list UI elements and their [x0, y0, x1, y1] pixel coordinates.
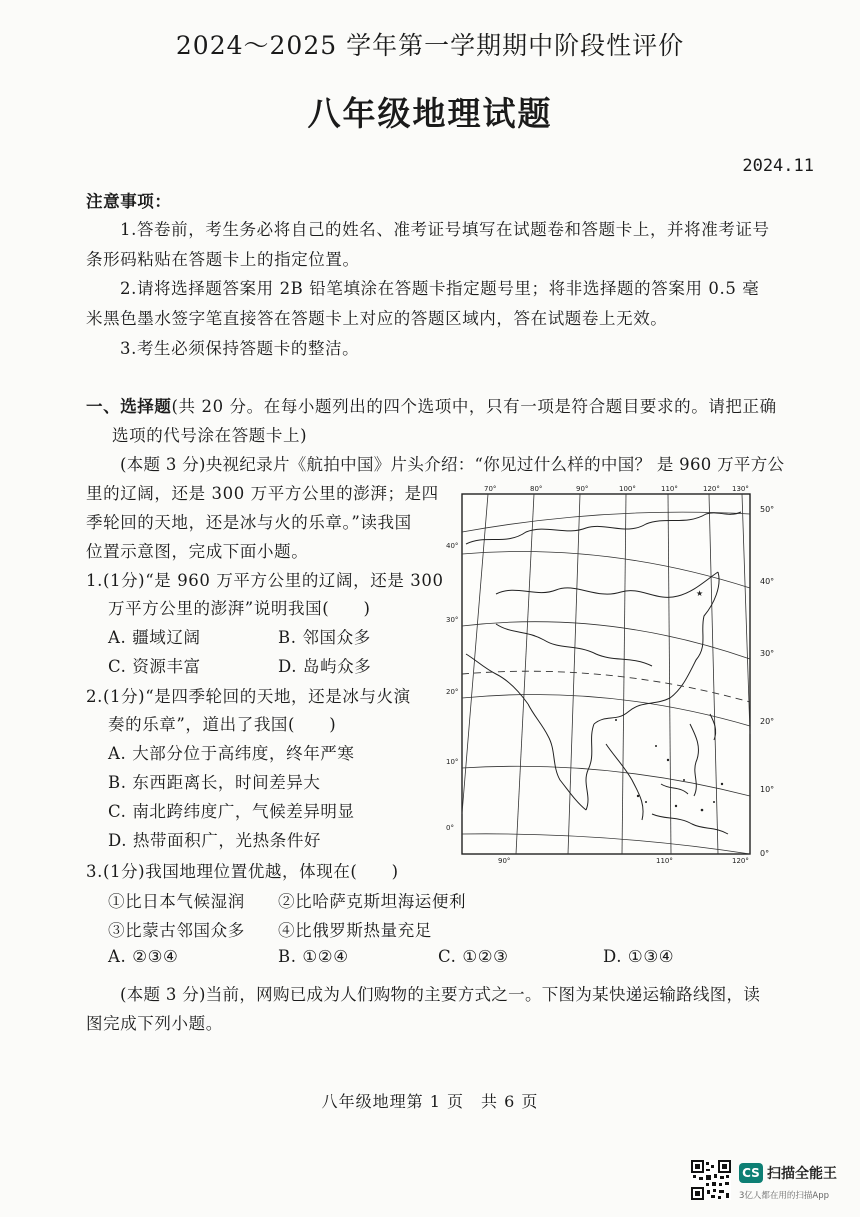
statement-3: ③比蒙古邻国众多 — [108, 921, 245, 940]
option-a: A. 大部分位于高纬度，终年严寒 — [108, 744, 355, 763]
lon-label-bottom: 110° — [656, 857, 673, 865]
question-stem: 2.(1分)“是四季轮回的天地，还是冰与火演 — [86, 687, 411, 706]
option-b: B. 邻国众多 — [278, 628, 371, 647]
section-heading-text: (共 20 分。在每小题列出的四个选项中，只有一项是符合题目要求的。请把正确 — [171, 397, 777, 416]
question-stem: 1.(1分)“是 960 万平方公里的辽阔，还是 300 — [86, 571, 444, 590]
qr-code-icon — [691, 1160, 731, 1200]
exam-title: 八年级地理试题 — [307, 94, 553, 133]
section-heading-line2: 选项的代号涂在答题卡上) — [112, 426, 308, 445]
lon-label-top: 70° — [484, 485, 497, 493]
lon-label-top: 120° — [703, 485, 720, 493]
camscanner-logo: CS — [739, 1163, 763, 1183]
capital-star-icon: ★ — [696, 589, 704, 598]
option-a: A. ②③④ — [108, 947, 179, 966]
lat-label-left: 20° — [446, 688, 459, 696]
option-c: C. 资源丰富 — [108, 657, 201, 676]
lat-label-left: 30° — [446, 616, 459, 624]
group-intro: (本题 3 分)央视纪录片《航拍中国》片头介绍：“你见过什么样的中国？ 是 960 万平方公 — [120, 455, 785, 474]
notice-line: 3.考生必须保持答题卡的整洁。 — [120, 339, 360, 358]
lat-label-right: 20° — [760, 717, 775, 726]
lon-label-top: 80° — [530, 485, 543, 493]
lat-label-right: 30° — [760, 649, 775, 658]
option-c: C. ①②③ — [438, 947, 509, 966]
notice-heading: 注意事项： — [86, 192, 172, 211]
lat-label-right: 50° — [760, 505, 775, 514]
lat-label-left: 40° — [446, 542, 459, 550]
lon-label-bottom: 120° — [732, 857, 749, 865]
section-heading-label: 一、选择题 — [86, 397, 172, 416]
question-stem: 奏的乐章”，道出了我国( ) — [108, 715, 337, 734]
lon-label-top: 90° — [576, 485, 589, 493]
lon-label-top: 110° — [661, 485, 678, 493]
exam-title-line1: 2024～2025 学年第一学期期中阶段性评价 — [175, 31, 685, 60]
map-frame — [462, 494, 750, 854]
question-stem: 3.(1分)我国地理位置优越，体现在( ) — [86, 862, 399, 881]
option-b: B. ①②④ — [278, 947, 349, 966]
notice-line: 米黑色墨水签字笔直接答在答题卡上对应的答题区域内，答在试题卷上无效。 — [86, 309, 668, 328]
lat-label-left: 10° — [446, 758, 459, 766]
notice-line: 2.请将选择题答案用 2B 铅笔填涂在答题卡指定题号里；将非选择题的答案用 0.5 毫 — [120, 279, 760, 298]
option-d: D. ①③④ — [603, 947, 675, 966]
camscanner-name: 扫描全能王 — [767, 1166, 837, 1182]
statement-1: ①比日本气候湿润 — [108, 892, 245, 911]
page-footer: 八年级地理第 1 页 共 6 页 — [321, 1092, 539, 1111]
section-heading — [86, 393, 777, 417]
lon-label-top: 100° — [619, 485, 636, 493]
group-intro: (本题 3 分)当前，网购已成为人们购物的主要方式之一。下图为某快递运输路线图，读 — [120, 985, 761, 1004]
group-intro: 位置示意图，完成下面小题。 — [86, 542, 309, 561]
option-c: C. 南北跨纬度广，气候差异明显 — [108, 802, 355, 821]
statement-2: ②比哈萨克斯坦海运便利 — [278, 892, 467, 911]
lat-label-right: 0° — [760, 849, 770, 858]
option-d: D. 热带面积广，光热条件好 — [108, 831, 322, 850]
option-d: D. 岛屿众多 — [278, 657, 372, 676]
group-intro: 季轮回的天地，还是冰与火的乐章。”读我国 — [86, 513, 412, 532]
lon-label-top: 130° — [732, 485, 749, 493]
statement-4: ④比俄罗斯热量充足 — [278, 921, 432, 940]
camscanner-tagline: 3亿人都在用的扫描App — [739, 1191, 830, 1201]
option-b: B. 东西距离长，时间差异大 — [108, 773, 321, 792]
group-intro: 图完成下列小题。 — [86, 1014, 223, 1033]
group-intro: 里的辽阔，还是 300 万平方公里的澎湃；是四 — [86, 484, 439, 503]
option-a: A. 疆域辽阔 — [108, 628, 201, 647]
lat-label-right: 40° — [760, 577, 775, 586]
question-stem: 万平方公里的澎湃”说明我国( ) — [108, 599, 371, 618]
lon-label-bottom: 90° — [498, 857, 511, 865]
lat-label-right: 10° — [760, 785, 775, 794]
notice-line: 条形码粘贴在答题卡上的指定位置。 — [86, 250, 360, 269]
exam-date: 2024.11 — [742, 156, 814, 176]
notice-line: 1.答卷前，考生务必将自己的姓名、准考证号填写在试题卷和答题卡上，并将准考证号 — [120, 220, 770, 239]
china-location-map — [446, 484, 756, 865]
lat-label-left: 0° — [446, 824, 454, 832]
